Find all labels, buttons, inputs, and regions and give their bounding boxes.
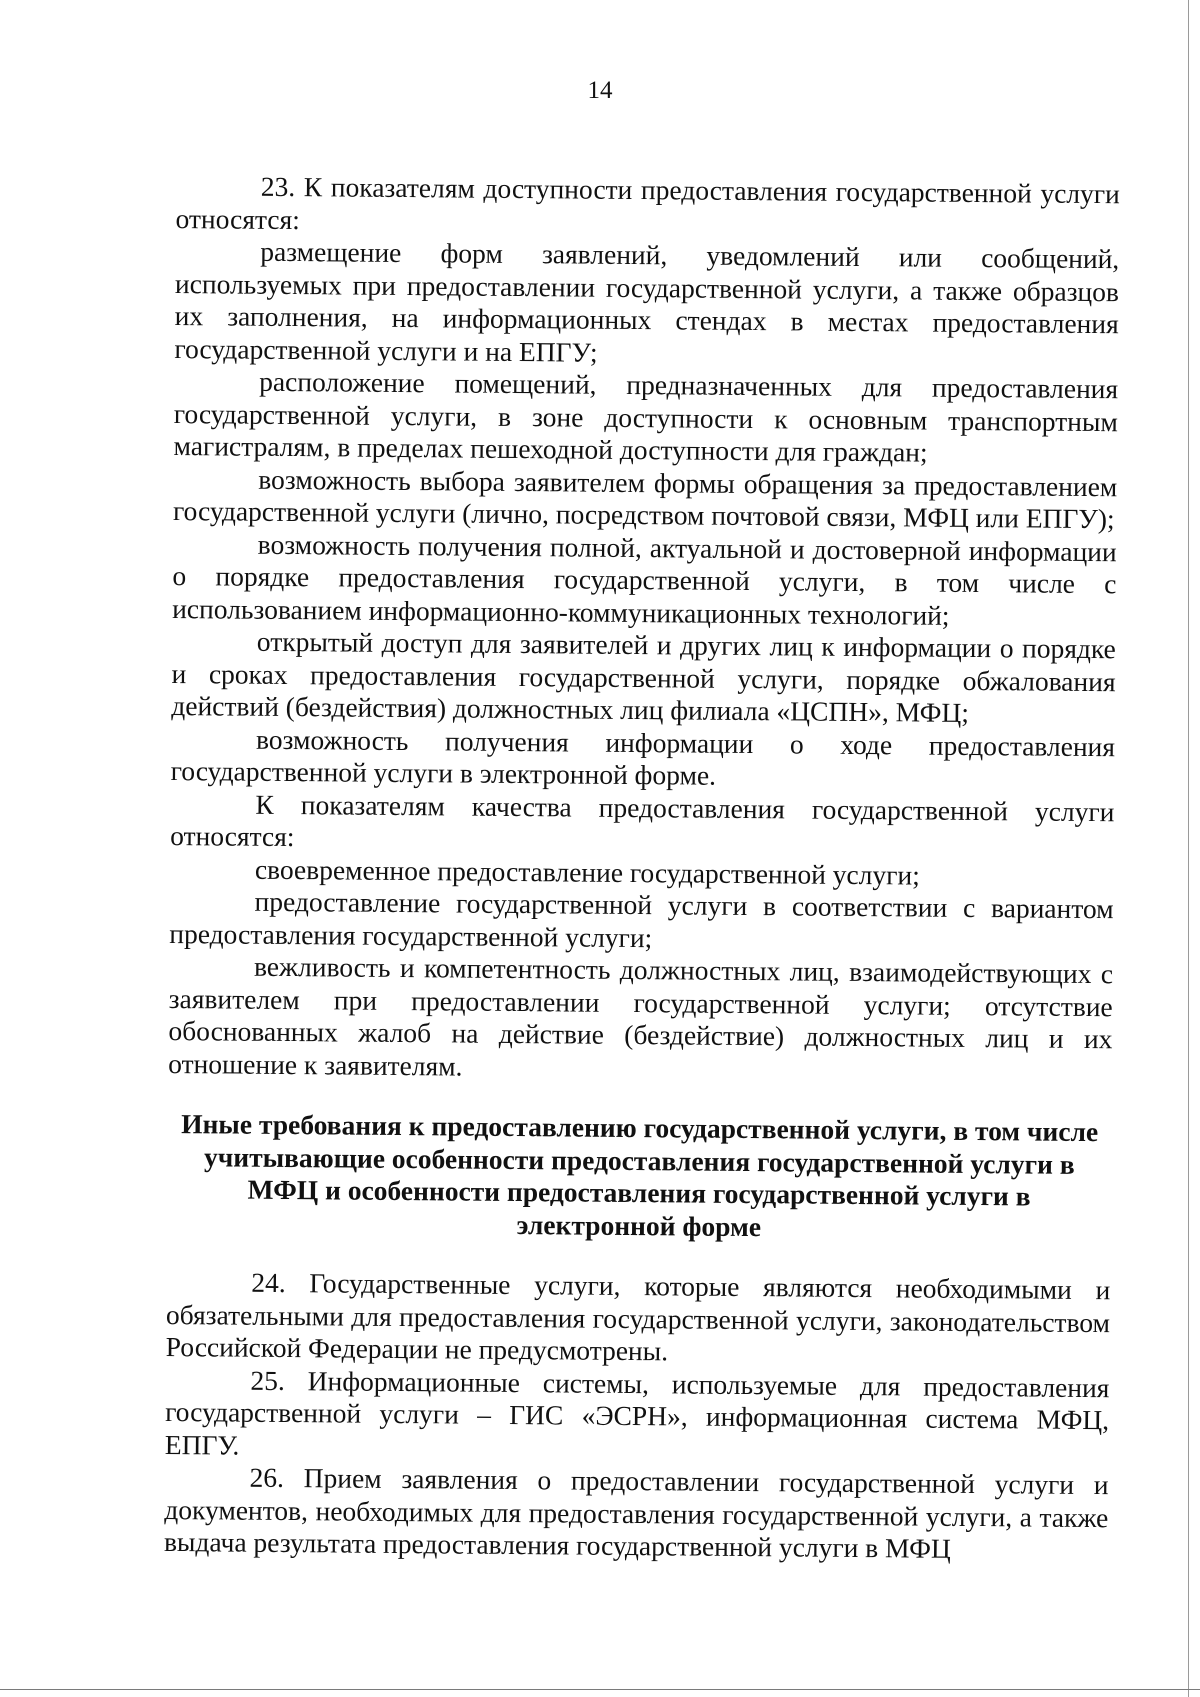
- paragraph-23-item-2: расположение помещений, предназначенных для предоставления государственной услуги, в зоне доступности к основным транспортным магистралям, в пределах пешеходной доступности для граждан;: [173, 365, 1119, 468]
- paragraph-23-item-3: возможность выбора заявителем формы обращения за предоставлением государственной услуги (лично, посредством почтовой связи, МФЦ или ЕПГУ);: [172, 463, 1118, 535]
- document-body: [164, 170, 1120, 1567]
- page-right-edge: [1188, 0, 1189, 1697]
- paragraph-26: 26. Прием заявления о предоставлении государственной услуги и документов, необходимых для предоставления государственной услуги, а также выдача результата предоставления государственной услуги в МФЦ: [163, 1461, 1109, 1564]
- paragraph-quality-item-3: вежливость и компетентность должностных лиц, взаимодействующих с заявителем при предоставлении государственной услуги; отсутствие обоснованных жалоб на действие (бездействие) должностных лиц и их отношение к заявителям.: [168, 950, 1114, 1082]
- paragraph-23-intro: 23. К показателям доступности предоставления государственной услуги относятся:: [175, 170, 1120, 235]
- paragraph-23-item-4: возможность получения полной, актуальной и достоверной информации о порядке предоставления государственной услуги, в том числе с использованием информационно-коммуникационных технологий;: [172, 528, 1117, 631]
- paragraph-23-item-1: размещение форм заявлений, уведомлений или сообщений, используемых при предоставлении государственной услуги, а также образцов их заполнения, на информационных стендах в местах предоставления государственной услуги и на ЕПГУ;: [174, 235, 1120, 368]
- page-number: 14: [587, 77, 613, 104]
- paragraph-25: 25. Информационные системы, используемые для предоставления государственной услуги – ГИС «ЭСРН», информационная система МФЦ, ЕПГУ.: [164, 1364, 1110, 1461]
- paragraph-quality-intro: К показателям качества предоставления государственной услуги относятся:: [170, 788, 1115, 853]
- paragraph-quality-item-1: своевременное предоставление государственной услуги;: [254, 853, 920, 891]
- paragraph-23-item-5: открытый доступ для заявителей и других лиц к информации о порядке и сроках предоставления государственной услуги, порядке обжалования действий (бездействия) должностных лиц филиала «ЦСПН», МФЦ;: [171, 625, 1116, 728]
- section-heading: Иные требования к предоставлению государственной услуги, в том числе учитывающие особенности предоставления государственной услуги в МФЦ и особенности предоставления государственной услуги в электронной форме: [181, 1108, 1099, 1242]
- paragraph-23-item-6: возможность получения информации о ходе предоставления государственной услуги в электронной форме.: [170, 723, 1116, 791]
- paragraph-quality-item-2: предоставление государственной услуги в соответствии с вариантом предоставления государственной услуги;: [169, 885, 1114, 953]
- page-bottom-edge: [0, 1689, 1200, 1690]
- paragraph-24: 24. Государственные услуги, которые являются необходимыми и обязательными для предоставления государственной услуги, законодательством Российской Федерации не предусмотрены.: [165, 1266, 1111, 1367]
